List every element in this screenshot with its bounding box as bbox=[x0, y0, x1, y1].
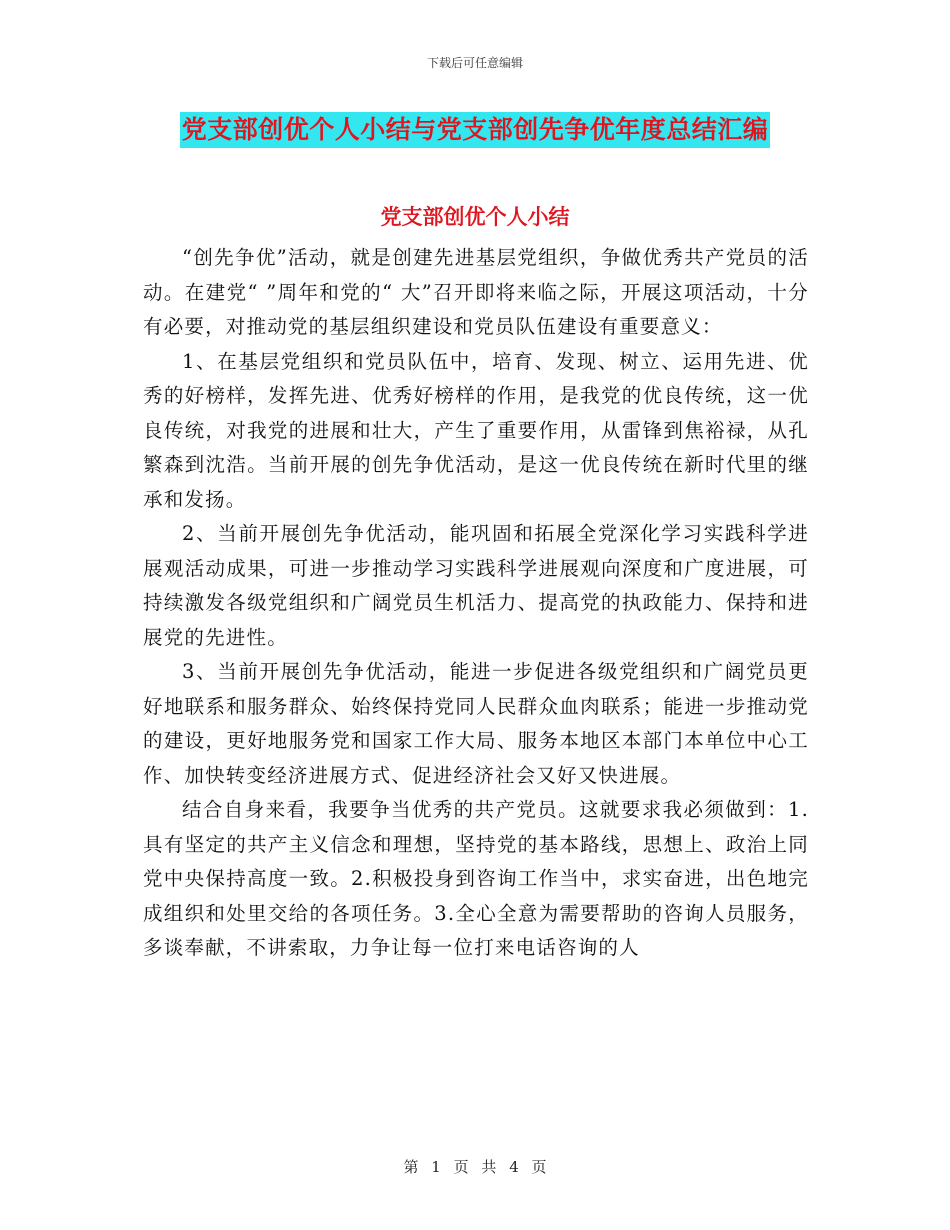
footer-suffix: 页 bbox=[531, 1158, 547, 1176]
document-title: 党支部创优个人小结与党支部创先争优年度总结汇编 bbox=[180, 112, 771, 148]
paragraph-point-1: 1、在基层党组织和党员队伍中，培育、发现、树立、运用先进、优秀的好榜样，发挥先进、优秀好榜样的作用，是我党的优良传统，这一优良传统，对我党的进展和壮大，产生了重要作用，从雷锋到焦裕禄，从孔繁森到沈浩。当前开展的创先争优活动，是这一优良传统在新时代里的继承和发扬。 bbox=[143, 349, 809, 511]
footer-current-page: 1 bbox=[431, 1158, 441, 1176]
footer-page-word: 页 bbox=[453, 1158, 469, 1176]
page-footer bbox=[0, 1156, 950, 1177]
paragraph-self-review: 结合自身来看，我要争当优秀的共产党员。这就要求我必须做到：1.具有坚定的共产主义信念和理想，坚持党的基本路线，思想上、政治上同党中央保持高度一致。2.积极投身到咨询工作当中，求实奋进，出色地完成组织和处里交给的各项任务。3.全心全意为需要帮助的咨询人员服务，多谈奉献，不讲索取，力争让每一位打来电话咨询的人 bbox=[143, 798, 809, 959]
main-title-wrap bbox=[0, 112, 950, 148]
paragraph-intro: “创先争优”活动，就是创建先进基层党组织，争做优秀共产党员的活动。在建党“ ”周年和党的“ 大”召开即将来临之际，开展这项活动，十分有必要，对推动党的基层组织建设和党员队伍建设有重要意义： bbox=[143, 246, 809, 338]
footer-total-pages: 4 bbox=[509, 1158, 519, 1176]
paragraph-point-2: 2、当前开展创先争优活动，能巩固和拓展全党深化学习实践科学进展观活动成果，可进一步推动学习实践科学进展观向深度和广度进展，可持续激发各级党组织和广阔党员生机活力、提高党的执政能力、保持和进展党的先进性。 bbox=[143, 522, 809, 649]
header-note: 下载后可任意编辑 bbox=[426, 56, 523, 70]
footer-prefix: 第 bbox=[403, 1158, 419, 1176]
document-body bbox=[143, 241, 809, 966]
footer-total-word: 共 bbox=[481, 1158, 497, 1176]
paragraph-point-3: 3、当前开展创先争优活动，能进一步促进各级党组织和广阔党员更好地联系和服务群众、始终保持党同人民群众血肉联系；能进一步推动党的建设，更好地服务党和国家工作大局、服务本地区本部门本单位中心工作、加快转变经济进展方式、促进经济社会又好又快进展。 bbox=[143, 660, 809, 787]
section-title: 党支部创优个人小结 bbox=[380, 205, 570, 229]
